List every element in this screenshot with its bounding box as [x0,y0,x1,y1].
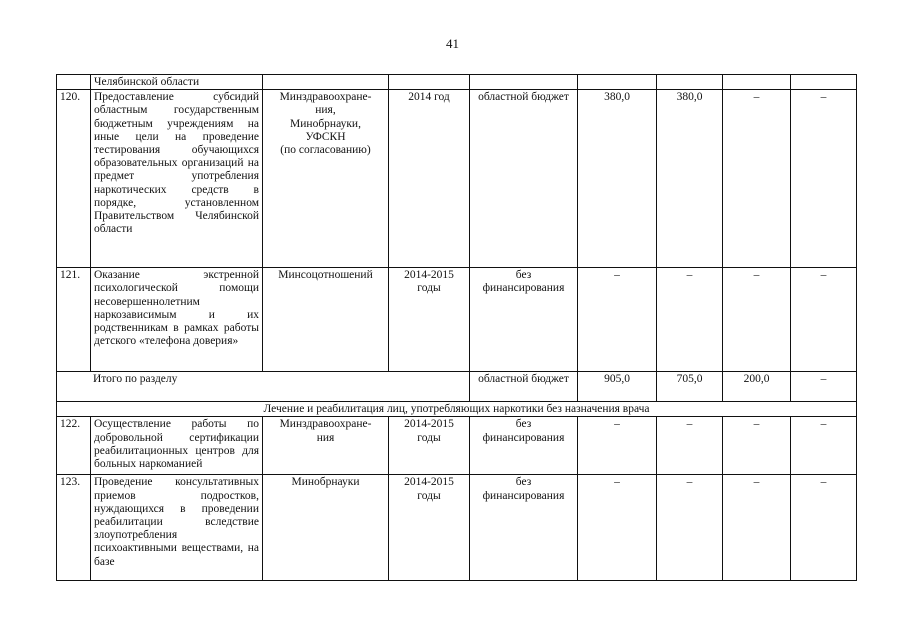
section-heading: Лечение и реабилитация лиц, употребляющих наркотики без назначения врача [57,402,857,417]
cell-num: 122. [57,417,91,475]
cell-num: 123. [57,475,91,581]
cell-executor: Минобрнауки [263,475,389,581]
table-row-122 [57,417,857,475]
table-row-121 [57,268,857,372]
subtotal-label: Итого по разделу [57,372,470,402]
cell-2016: – [791,475,857,581]
cell-total: – [578,475,657,581]
cell-source: областной бюджет [470,372,578,402]
section-heading-row [57,402,857,417]
cell-total: 380,0 [578,90,657,268]
cell-executor: Минздравоохране- ния, Минобрнауки, УФСКН (по согласованию) [263,90,389,268]
table-row-continuation [57,75,857,90]
table-row-123 [57,475,857,581]
cell-2014: 380,0 [657,90,723,268]
cell-2015: – [723,475,791,581]
cell-desc: Предоставление субсидий областным государственным бюджетным учреждениям на иные цели на проведение тестирования обучающихся образовательных организаций на предмет употребления наркотических средств в порядке, установленном Правительством Челябинской области [91,90,263,268]
cell-desc: Проведение консультативных приемов подростков, нуждающихся в проведении реабилитации вследствие злоупотребления психоактивными веществами, на базе [91,475,263,581]
cell-executor: Минздравоохране- ния [263,417,389,475]
cell-period: 2014 год [389,90,470,268]
page-number: 41 [446,36,459,51]
table-row-subtotal [57,372,857,402]
cell-desc: Челябинской области [91,75,263,90]
cell-total: 905,0 [578,372,657,402]
cell-source: областной бюджет [470,90,578,268]
cell-desc: Осуществление работы по добровольной сертификации реабилитационных центров для больных наркоманией [91,417,263,475]
cell-source: без финансирования [470,268,578,372]
cell-2015: – [723,90,791,268]
cell-total: – [578,268,657,372]
cell-2015: – [723,417,791,475]
cell-source: без финансирования [470,417,578,475]
cell-period: 2014-2015 годы [389,268,470,372]
cell-2014: 705,0 [657,372,723,402]
cell-desc: Оказание экстренной психологической помощи несовершеннолетним наркозависимым и их родственникам в рамках работы детского «телефона доверия» [91,268,263,372]
table-row-120 [57,90,857,268]
cell-total: – [578,417,657,475]
cell-2014: – [657,268,723,372]
cell-num [57,75,91,90]
cell-period: 2014-2015 годы [389,475,470,581]
cell-source: без финансирования [470,475,578,581]
cell-2015: – [723,268,791,372]
cell-2016: – [791,372,857,402]
program-table [56,74,857,581]
cell-2016: – [791,90,857,268]
cell-2016: – [791,417,857,475]
cell-2014: – [657,417,723,475]
cell-num: 121. [57,268,91,372]
cell-num: 120. [57,90,91,268]
cell-2014: – [657,475,723,581]
cell-period: 2014-2015 годы [389,417,470,475]
cell-executor: Минсоцотношений [263,268,389,372]
cell-2016: – [791,268,857,372]
cell-2015: 200,0 [723,372,791,402]
